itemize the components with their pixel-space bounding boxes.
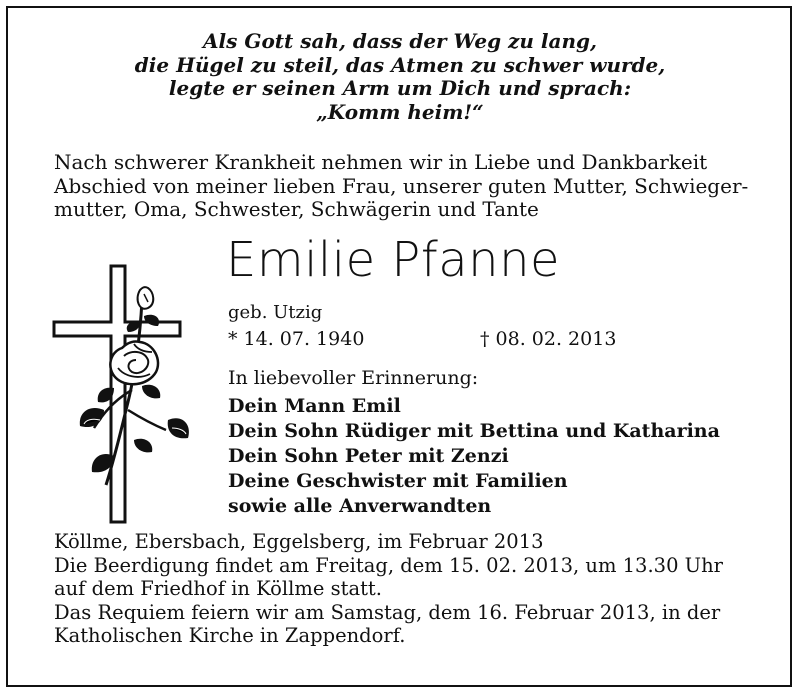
funeral-line: Die Beerdigung findet am Freitag, dem 15. 02. 2013, um 13.30 Uhr (54, 553, 723, 577)
poem (0, 30, 800, 124)
family-member: Dein Mann Emil (228, 395, 401, 417)
requiem-line: Katholischen Kirche in Zappendorf. (54, 624, 406, 647)
intro-line: Nach schwerer Krankheit nehmen wir in Liebe und Dankbarkeit (54, 150, 708, 174)
poem-line: „Komm heim!“ (316, 99, 484, 124)
cross-with-rose-icon (44, 260, 194, 530)
family-member: sowie alle Anverwandten (228, 495, 492, 517)
memory-label: In liebevoller Erinnerung: (228, 367, 479, 389)
maiden-name: geb. Utzig (228, 302, 323, 323)
family-member: Dein Sohn Rüdiger mit Bettina und Katharina (228, 420, 720, 442)
poem-line: Als Gott sah, dass der Weg zu lang, (203, 29, 597, 53)
intro-line: Abschied von meiner lieben Frau, unserer guten Mutter, Schwieger- (54, 173, 749, 198)
poem-line: die Hügel zu steil, das Atmen zu schwer wurde, (134, 52, 666, 77)
poem-line: legte er seinen Arm um Dich und sprach: (168, 76, 632, 100)
requiem-line: Das Requiem feiern wir am Samstag, dem 16. Februar 2013, in der (54, 600, 721, 624)
intro-text (54, 151, 774, 222)
intro-line: mutter, Oma, Schwester, Schwägerin und Tante (54, 197, 539, 221)
death-date: † 08. 02. 2013 (480, 328, 617, 350)
family-member: Dein Sohn Peter mit Zenzi (228, 445, 509, 467)
family-list (228, 394, 720, 519)
deceased-name: Emilie Pfanne (226, 232, 561, 288)
funeral-details (54, 530, 774, 648)
place-date-line: Köllme, Ebersbach, Eggelsberg, im Februar 2013 (54, 530, 544, 553)
birth-date: * 14. 07. 1940 (228, 328, 365, 350)
funeral-line: auf dem Friedhof in Köllme statt. (54, 577, 382, 600)
family-member: Deine Geschwister mit Familien (228, 470, 568, 492)
